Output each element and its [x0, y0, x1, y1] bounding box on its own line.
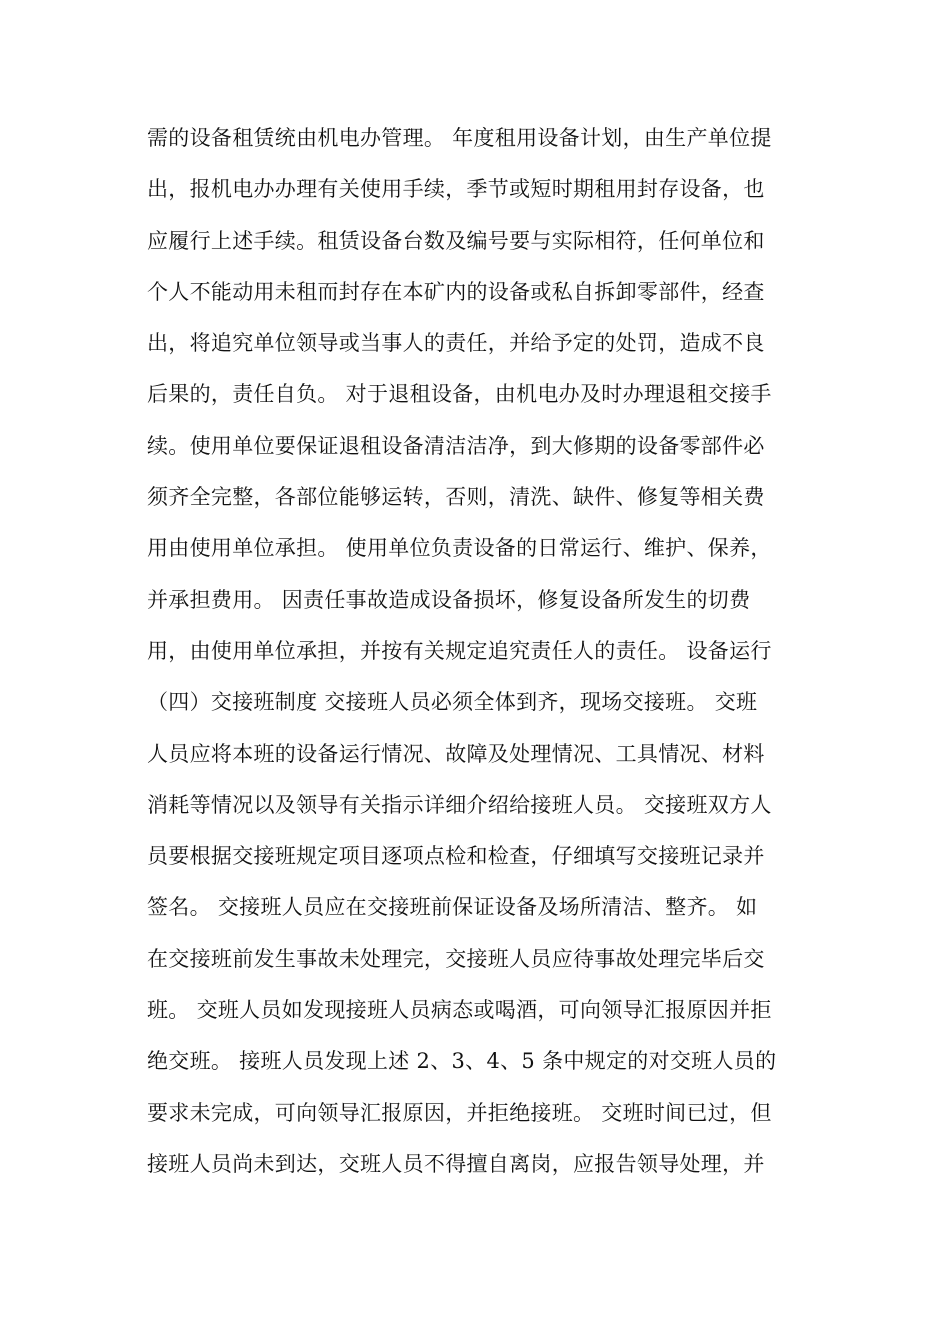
text-line: 消耗等情况以及领导有关指示详细介绍给接班人员。 交接班双方人: [147, 792, 772, 817]
text-line: 用，由使用单位承担，并按有关规定追究责任人的责任。 设备运行: [147, 638, 772, 663]
text-line: 要求未完成，可向领导汇报原因，并拒绝接班。 交班时间已过，但: [147, 1100, 772, 1125]
text-line: 接班人员尚未到达，交班人员不得擅自离岗，应报告领导处理，并: [147, 1151, 765, 1176]
body-text: [147, 118, 807, 1195]
text-line: 并承担费用。 因责任事故造成设备损坏，修复设备所发生的切费: [147, 587, 751, 612]
text-line: 在交接班前发生事故未处理完，交接班人员应待事故处理完毕后交: [147, 946, 765, 971]
text-line: 出，报机电办办理有关使用手续，季节或短时期租用封存设备，也: [147, 177, 765, 202]
text-line: 签名。 交接班人员应在交接班前保证设备及场所清洁、整齐。 如: [147, 895, 758, 920]
text-line: 绝交班。 接班人员发现上述 2、3、4、5 条中规定的对交班人员的: [147, 1049, 777, 1074]
text-line: 人员应将本班的设备运行情况、故障及处理情况、工具情况、材料: [147, 741, 765, 766]
text-line: 续。使用单位要保证退租设备清洁洁净，到大修期的设备零部件必: [147, 433, 765, 458]
text-line: 应履行上述手续。租赁设备台数及编号要与实际相符，任何单位和: [147, 228, 765, 253]
text-line: 须齐全完整，各部位能够运转，否则，清洗、缺件、修复等相关费: [147, 485, 765, 510]
text-line: 班。 交班人员如发现接班人员病态或喝酒，可向领导汇报原因并拒: [147, 998, 772, 1023]
text-line: 需的设备租赁统由机电办管理。 年度租用设备计划，由生产单位提: [147, 126, 772, 150]
text-line: 个人不能动用未租而封存在本矿内的设备或私自拆卸零部件，经查: [147, 279, 765, 304]
text-line: （四）交接班制度 交接班人员必须全体到齐，现场交接班。 交班: [147, 690, 758, 715]
text-line: 用由使用单位承担。 使用单位负责设备的日常运行、维护、保养，: [147, 536, 772, 561]
text-line: 出，将追究单位领导或当事人的责任，并给予定的处罚，造成不良: [147, 331, 765, 356]
text-line: 员要根据交接班规定项目逐项点检和检查，仔细填写交接班记录并: [147, 844, 765, 869]
text-line: 后果的，责任自负。 对于退租设备，由机电办及时办理退租交接手: [147, 382, 772, 407]
